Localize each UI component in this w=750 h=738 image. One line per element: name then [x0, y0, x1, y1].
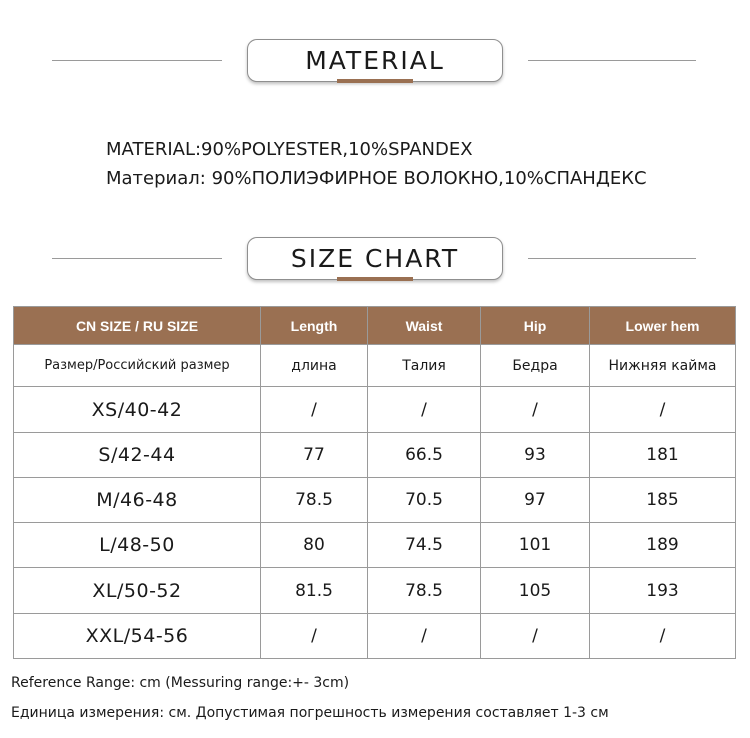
- size-cell: XS/40-42: [14, 387, 261, 432]
- size-cell: M/46-48: [14, 477, 261, 522]
- subheader-waist: Талия: [368, 345, 481, 387]
- header-size: CN SIZE / RU SIZE: [14, 307, 261, 345]
- size-cell: XL/50-52: [14, 568, 261, 613]
- lower-hem-cell: /: [590, 613, 736, 658]
- lower-hem-cell: 193: [590, 568, 736, 613]
- lower-hem-cell: /: [590, 387, 736, 432]
- material-heading: MATERIAL: [305, 46, 445, 75]
- table-row: [14, 432, 736, 477]
- hip-cell: 105: [481, 568, 590, 613]
- hip-cell: 97: [481, 477, 590, 522]
- subheader-lower-hem: Нижняя кайма: [590, 345, 736, 387]
- lower-hem-cell: 181: [590, 432, 736, 477]
- waist-cell: 78.5: [368, 568, 481, 613]
- length-cell: /: [261, 613, 368, 658]
- length-cell: 77: [261, 432, 368, 477]
- subheader-hip: Бедра: [481, 345, 590, 387]
- length-cell: 78.5: [261, 477, 368, 522]
- size-cell: L/48-50: [14, 523, 261, 568]
- divider-line-right: [528, 60, 696, 61]
- divider-line-left: [52, 258, 222, 259]
- lower-hem-cell: 185: [590, 477, 736, 522]
- header-length: Length: [261, 307, 368, 345]
- hip-cell: /: [481, 387, 590, 432]
- divider-line-left: [52, 60, 222, 61]
- waist-cell: /: [368, 613, 481, 658]
- header-waist: Waist: [368, 307, 481, 345]
- heading-accent-bar: [337, 79, 413, 83]
- size-chart-heading-block: [0, 237, 750, 281]
- size-cell: XXL/54-56: [14, 613, 261, 658]
- waist-cell: 74.5: [368, 523, 481, 568]
- subheader-length: длина: [261, 345, 368, 387]
- material-composition-ru: Материал: 90%ПОЛИЭФИРНОЕ ВОЛОКНО,10%СПАНДЕКС: [106, 168, 647, 189]
- table-row: [14, 523, 736, 568]
- table-row: [14, 477, 736, 522]
- header-lower-hem: Lower hem: [590, 307, 736, 345]
- length-cell: /: [261, 387, 368, 432]
- table-row: [14, 613, 736, 658]
- reference-range-note-ru: Единица измерения: см. Допустимая погрешность измерения составляет 1-3 см: [11, 705, 609, 721]
- length-cell: 81.5: [261, 568, 368, 613]
- material-heading-pill: [247, 39, 503, 82]
- waist-cell: 66.5: [368, 432, 481, 477]
- material-heading-block: [0, 39, 750, 83]
- table-subheader-row: [14, 345, 736, 387]
- table-row: [14, 568, 736, 613]
- divider-line-right: [528, 258, 696, 259]
- size-chart-table: [13, 306, 736, 659]
- length-cell: 80: [261, 523, 368, 568]
- size-chart-heading: SIZE CHART: [290, 244, 460, 273]
- hip-cell: 101: [481, 523, 590, 568]
- waist-cell: /: [368, 387, 481, 432]
- hip-cell: /: [481, 613, 590, 658]
- table-header-row: [14, 307, 736, 345]
- hip-cell: 93: [481, 432, 590, 477]
- reference-range-note-en: Reference Range: cm (Messuring range:+- 3cm): [11, 675, 350, 691]
- heading-accent-bar: [337, 277, 413, 281]
- subheader-size: Размер/Российский размер: [14, 345, 261, 387]
- table-row: [14, 387, 736, 432]
- material-composition-en: MATERIAL:90%POLYESTER,10%SPANDEX: [106, 139, 473, 160]
- header-hip: Hip: [481, 307, 590, 345]
- waist-cell: 70.5: [368, 477, 481, 522]
- lower-hem-cell: 189: [590, 523, 736, 568]
- size-chart-heading-pill: [247, 237, 503, 280]
- size-cell: S/42-44: [14, 432, 261, 477]
